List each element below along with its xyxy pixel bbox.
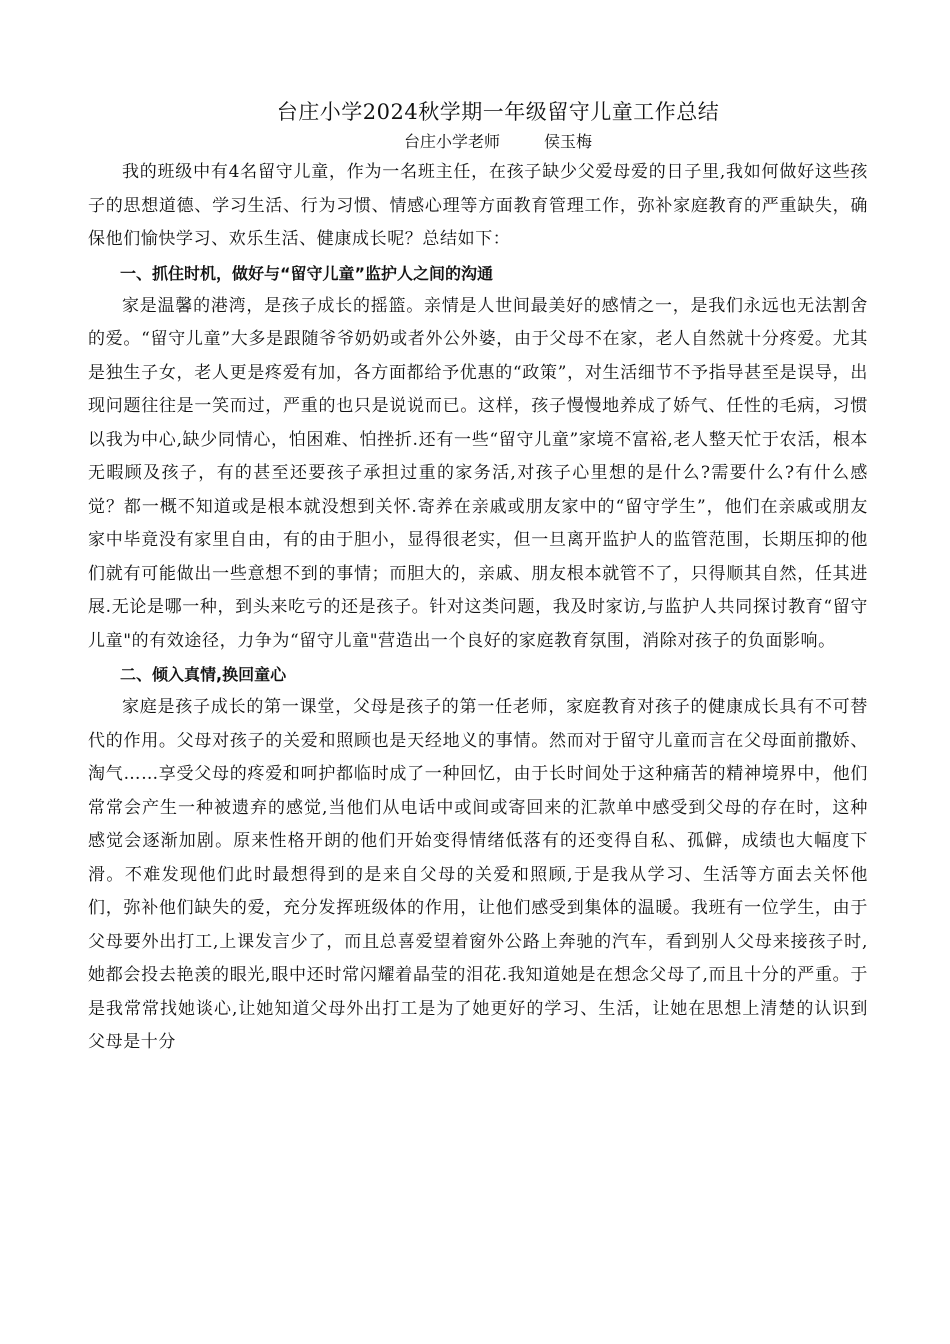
section-body-2: 家庭是孩子成长的第一课堂，父母是孩子的第一任老师，家庭教育对孩子的健康成长具有不可替代的作用。父母对孩子的关爱和照顾也是天经地义的事情。然而对于留守儿童而言在父母面前撒娇、淘气……享受父母的疼爱和呵护都临时成了一种回忆，由于长时间处于这种痛苦的精神境界中，他们常常会产生一种被遗弃的感觉,当他们从电话中或间或寄回来的汇款单中感受到父母的存在时，这种感觉会逐渐加剧。原来性格开朗的他们开始变得情绪低落有的还变得自私、孤僻，成绩也大幅度下滑。不难发现他们此时最想得到的是来自父母的关爱和照顾,于是我从学习、生活等方面去关怀他们，弥补他们缺失的爱，充分发挥班级体的作用，让他们感受到集体的温暖。我班有一位学生，由于父母要外出打工,上课发言少了，而且总喜爱望着窗外公路上奔驰的汽车，看到别人父母来接孩子时,她都会投去艳羡的眼光,眼中还时常闪耀着晶莹的泪花.我知道她是在想念父母了,而且十分的严重。于是我常常找她谈心,让她知道父母外出打工是为了她更好的学习、生活，让她在思想上清楚的认识到父母是十分 (88, 697, 868, 1052)
section-body-1: 家是温馨的港湾，是孩子成长的摇篮。亲情是人世间最美好的感情之一，是我们永远也无法割舍的爱。“留守儿童”大多是跟随爷爷奶奶或者外公外婆，由于父母不在家，老人自然就十分疼爱。尤其是独生子女，老人更是疼爱有加，各方面都给予优惠的“政策”，对生活细节不予指导甚至是误导，出现问题往往是一笑而过，严重的也只是说说而已。这样，孩子慢慢地养成了娇气、任性的毛病，习惯以我为中心,缺少同情心，怕困难、怕挫折.还有一些“留守儿童”家境不富裕,老人整天忙于农活，根本无暇顾及孩子，有的甚至还要孩子承担过重的家务活,对孩子心里想的是什么?需要什么?有什么感觉？都一概不知道或是根本就没想到关怀.寄养在亲戚或朋友家中的“留守学生”，他们在亲戚或朋友家中毕竟没有家里自由，有的由于胆小，显得很老实，但一旦离开监护人的监管范围，长期压抑的他们就有可能做出一些意想不到的事情；而胆大的，亲戚、朋友根本就管不了，只得顺其自然，任其进展.无论是哪一种，到头来吃亏的还是孩子。针对这类问题，我及时家访,与监护人共同探讨教育“留守儿童"的有效途径，力争为“留守儿童"营造出一个良好的家庭教育氛围，消除对孩子的负面影响。 (88, 295, 868, 651)
document-title: 台庄小学2024秋学期一年级留守儿童工作总结 (276, 100, 720, 124)
document-content (88, 96, 868, 1060)
section-heading-2: 二、倾入真情,换回童心 (120, 665, 287, 684)
intro-paragraph: 我的班级中有4名留守儿童，作为一名班主任，在孩子缺少父爱母爱的日子里,我如何做好这些孩子的思想道德、学习生活、行为习惯、情感心理等方面教育管理工作，弥补家庭教育的严重缺失，确保他们愉快学习、欢乐生活、健康成长呢？总结如下： (88, 162, 868, 249)
author-name: 侯玉梅 (544, 132, 593, 151)
author-organization: 台庄小学老师 (403, 132, 500, 151)
document-byline (128, 128, 868, 156)
section-heading-1: 一、抓住时机，做好与“留守儿童”监护人之间的沟通 (120, 263, 494, 283)
